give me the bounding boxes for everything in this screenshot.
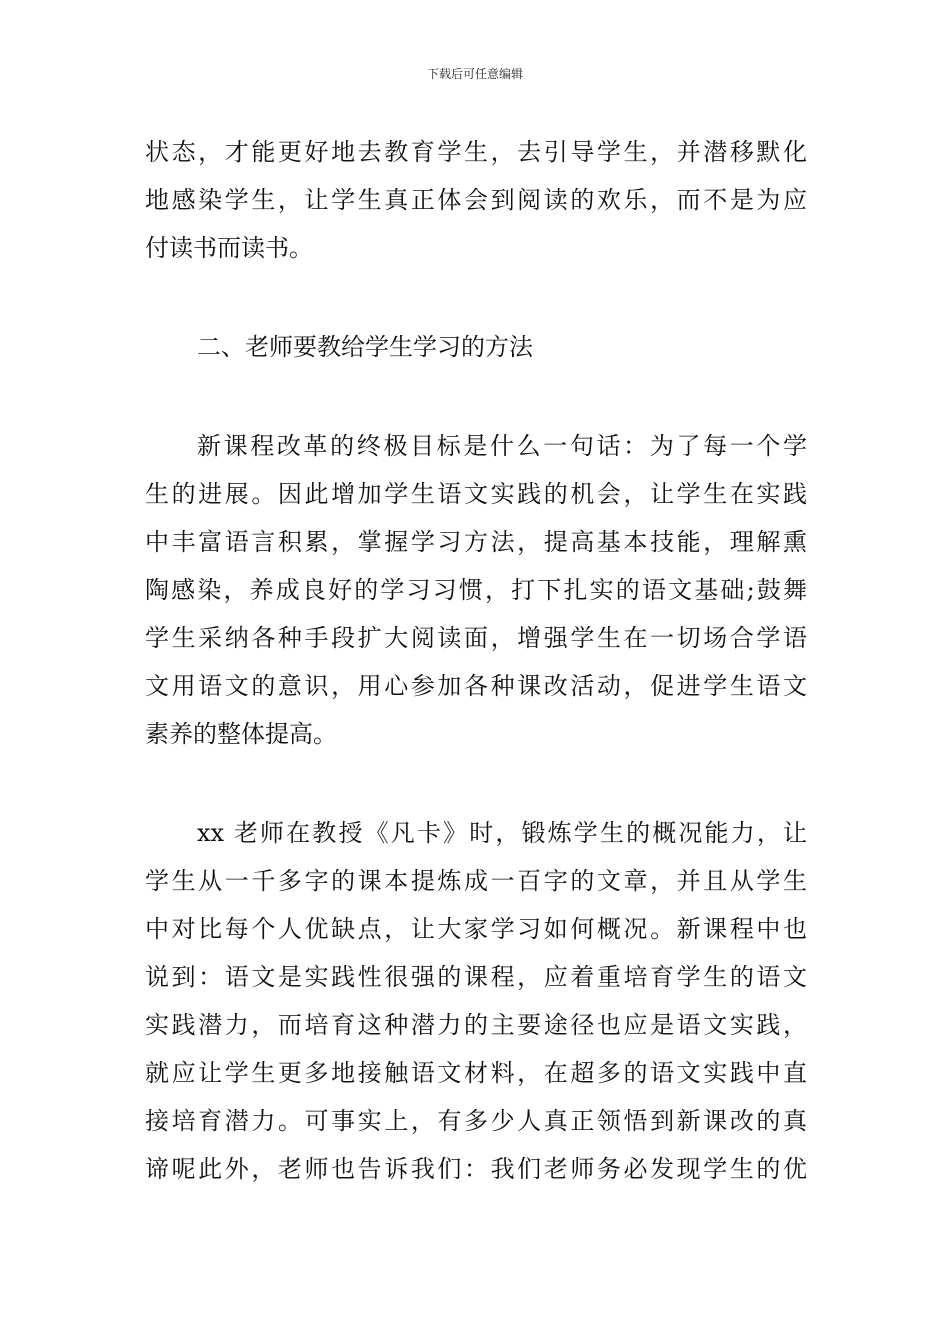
text-line: 素养的整体提高。 xyxy=(145,720,337,748)
text-line: 新课程改革的终极目标是什么一句话：为了每一个学 xyxy=(197,432,807,460)
text-line: 付读书而读书。 xyxy=(145,234,313,262)
page-header: 下载后可任意编辑 xyxy=(426,67,523,81)
paragraph-continuation xyxy=(145,128,807,272)
text-line: xx 老师在教授《凡卡》时，锻炼学生的概况能力，让 xyxy=(197,819,807,847)
text-line: 就应让学生更多地接触语文材料，在超多的语文实践中直 xyxy=(145,1059,807,1087)
text-line: 接培育潜力。可事实上，有多少人真正领悟到新课改的真 xyxy=(145,1107,807,1135)
text-line: 谛呢此外，老师也告诉我们：我们老师务必发现学生的优 xyxy=(145,1155,807,1183)
heading-text: 二、老师要教给学生学习的方法 xyxy=(197,333,533,361)
text-line: 学生采纳各种手段扩大阅读面，增强学生在一切场合学语 xyxy=(145,624,807,652)
text-line: 地感染学生，让学生真正体会到阅读的欢乐，而不是为应 xyxy=(145,186,807,214)
document-body xyxy=(145,128,807,1244)
paragraph-teacher-example xyxy=(145,809,807,1193)
text-line: 文用语文的意识，用心参加各种课改活动，促进学生语文 xyxy=(145,672,807,700)
text-line: 学生从一千多字的课本提炼成一百字的文章，并且从学生 xyxy=(145,867,807,895)
text-line: 生的进展。因此增加学生语文实践的机会，让学生在实践 xyxy=(145,480,807,508)
paragraph-curriculum-reform xyxy=(145,422,807,758)
text-line: 状态，才能更好地去教育学生，去引导学生，并潜移默化 xyxy=(145,138,807,166)
section-heading xyxy=(145,323,807,371)
text-line: 陶感染，养成良好的学习习惯，打下扎实的语文基础;鼓舞 xyxy=(145,576,807,604)
text-line: 中对比每个人优缺点，让大家学习如何概况。新课程中也 xyxy=(145,915,807,943)
text-line: 实践潜力，而培育这种潜力的主要途径也应是语文实践， xyxy=(145,1011,807,1039)
text-line: 中丰富语言积累，掌握学习方法，提高基本技能，理解熏 xyxy=(145,528,807,556)
text-line: 说到：语文是实践性很强的课程，应着重培育学生的语文 xyxy=(145,963,807,991)
